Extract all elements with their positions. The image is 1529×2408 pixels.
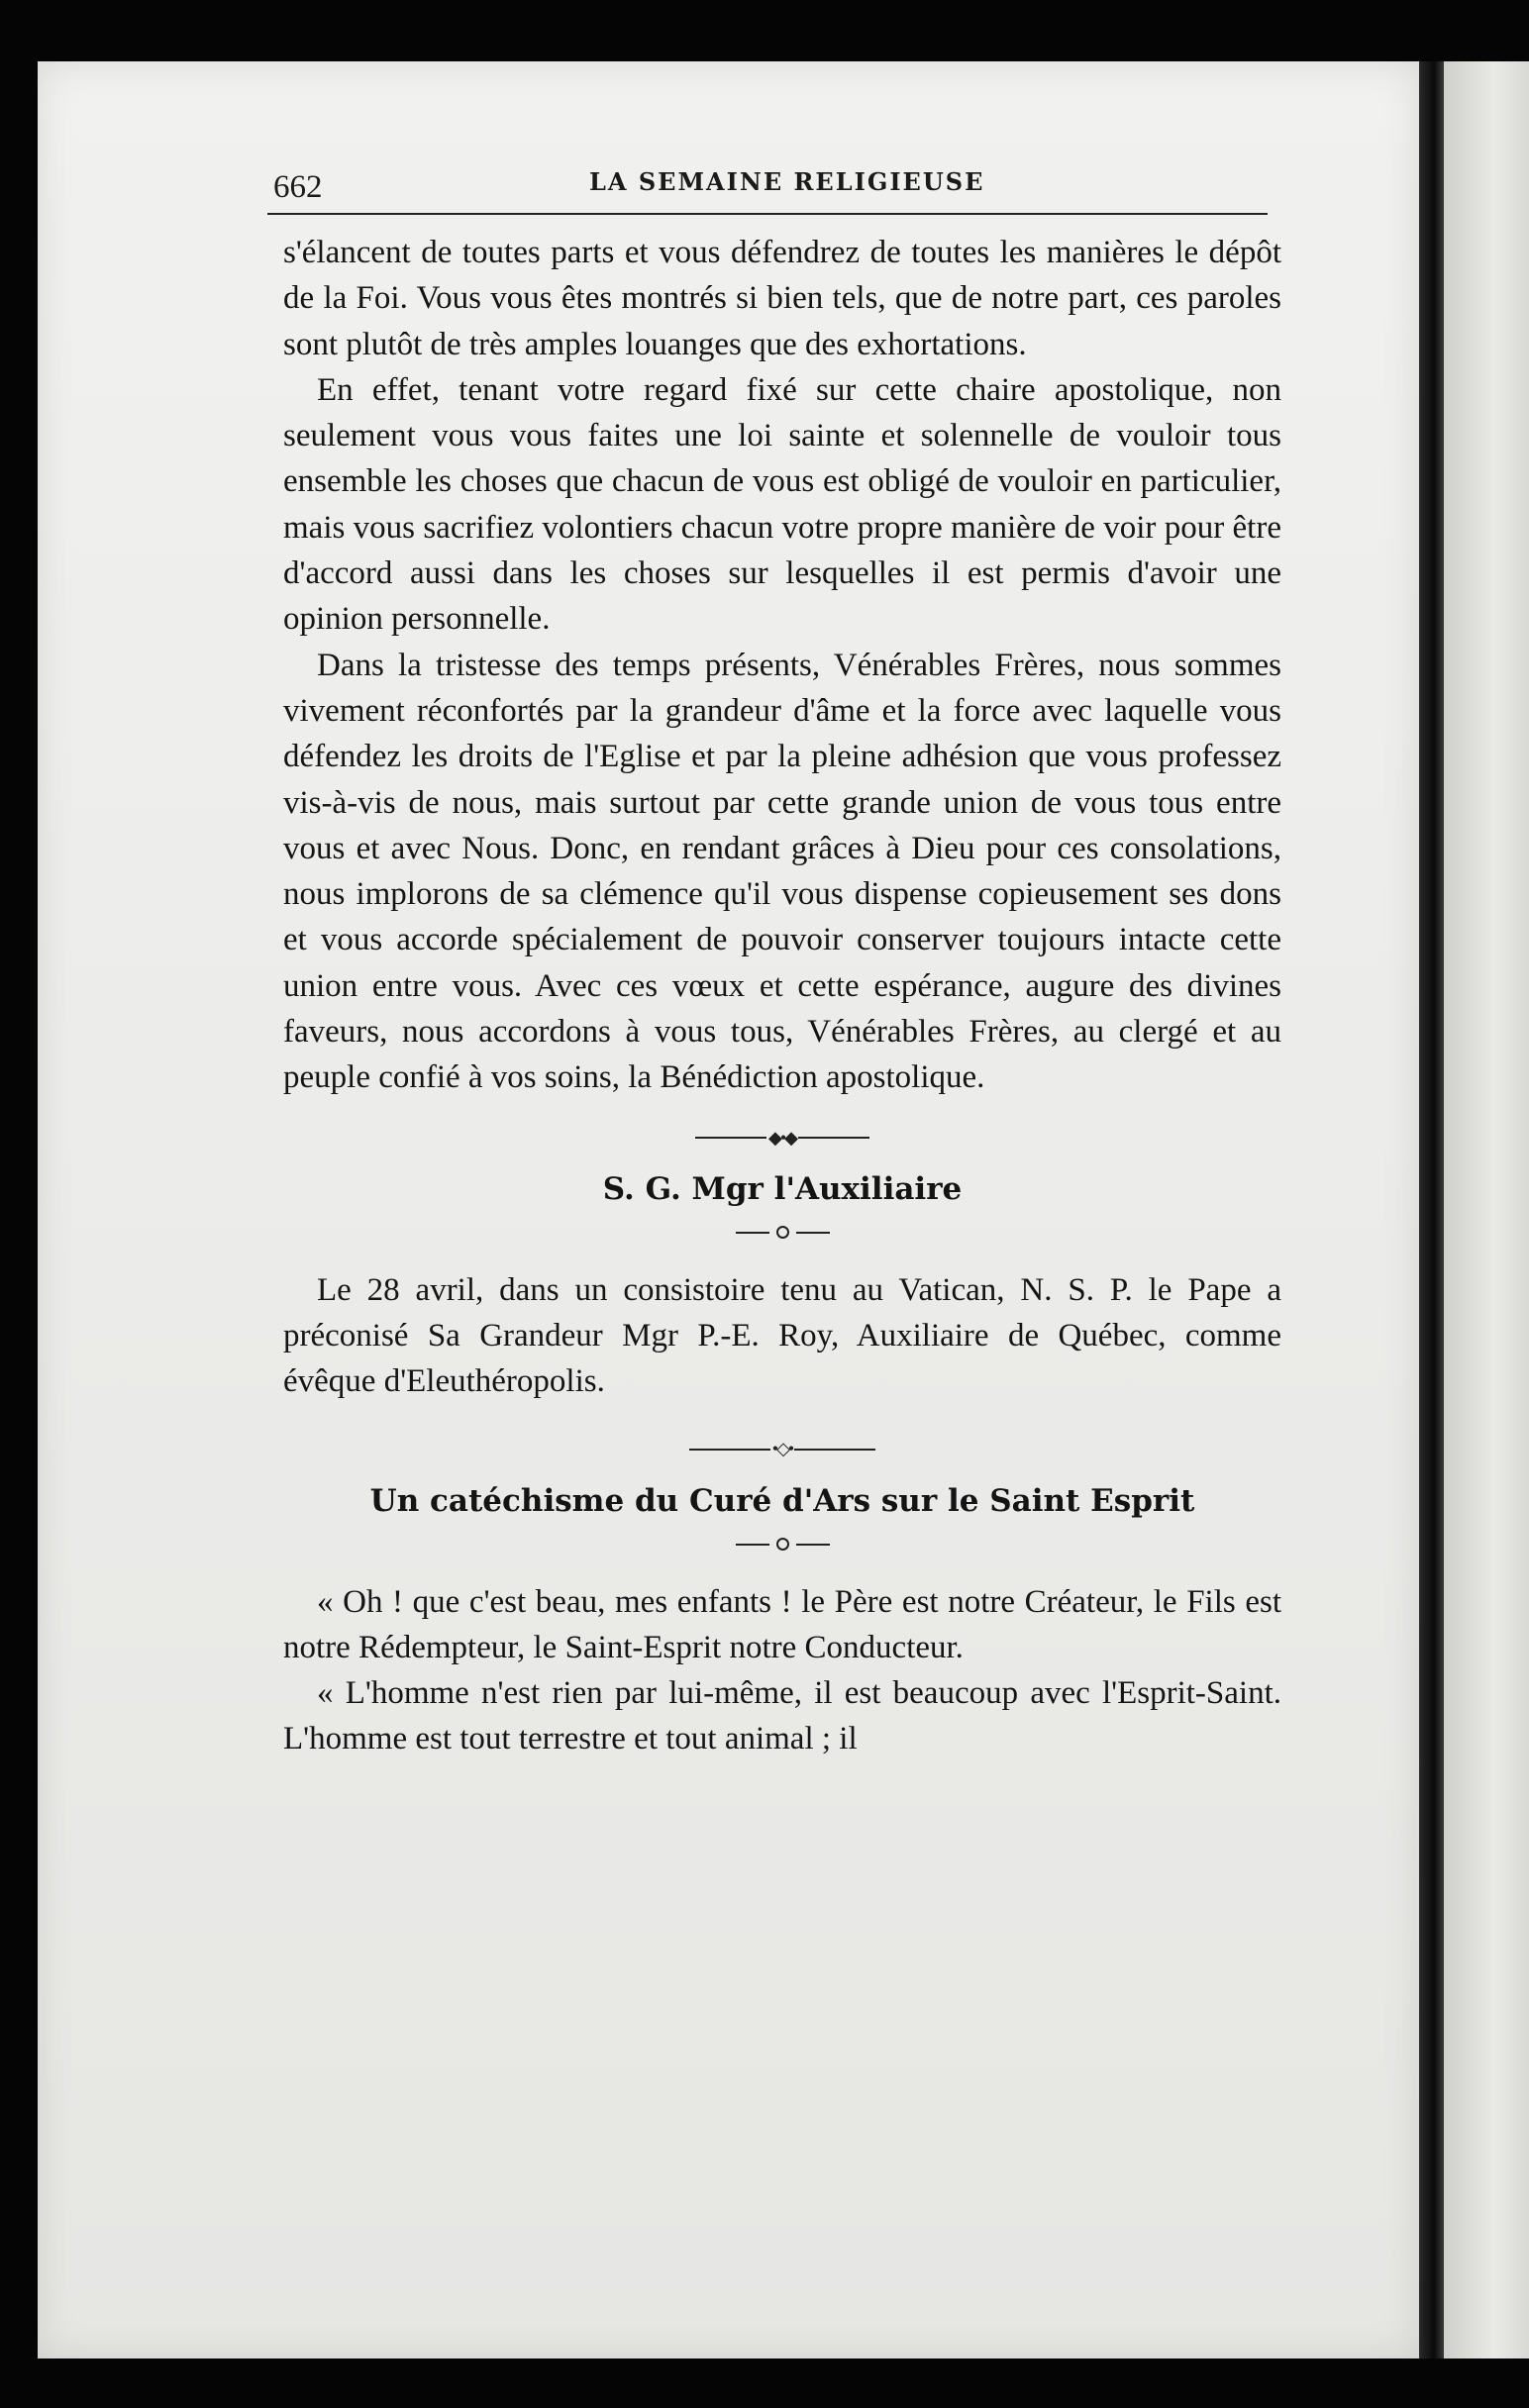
section-divider-ornament: ◆•◆ (283, 1115, 1281, 1160)
paragraph: « L'homme n'est rien par lui-même, il est beaucoup avec l'Esprit-Saint. L'homme est tout terrestre et tout animal ; il (283, 1675, 1281, 1757)
paragraph: Dans la tristesse des temps présents, Vénérables Frères, nous sommes vivement réconfortés par la grandeur d'âme et la force avec laquelle vous défendez les droits de l'Eglise et par la pleine adhésion que vous professez vis-à-vis de nous, mais surtout par cette grande union de vous tous entre vous et avec Nous. Donc, en rendant grâces à Dieu pour ces consolations, nous implorons de sa clémence qu'il vous dispense copieusement ses dons et vous accorde spécialement de pouvoir conserver toujours intacte cette union entre vous. Avec ces vœux et cette espérance, augure des divines faveurs, nous accordons à vous tous, Vénérables Frères, au clergé et au peuple confié à vos soins, la Bénédiction apostolique. (283, 647, 1281, 1096)
book-gutter (1419, 61, 1444, 2358)
heading-rule (283, 1212, 1281, 1254)
heading-rule (283, 1524, 1281, 1565)
section-heading: S. G. Mgr l'Auxiliaire (602, 1170, 963, 1207)
paragraph: s'élancent de toutes parts et vous défendrez de toutes les manières le dépôt de la Foi. Vous vous êtes montrés si bien tels, que de notre part, ces paroles sont plutôt de très amples louanges que des exhortations. (283, 235, 1281, 362)
paragraph: « Oh ! que c'est beau, mes enfants ! le Père est notre Créateur, le Fils est notre Rédempteur, le Saint-Esprit notre Conducteur. (283, 1583, 1281, 1665)
page-header (267, 163, 1268, 215)
page-body (283, 230, 1281, 1762)
section-divider-ornament: •◇• (283, 1427, 1281, 1472)
page-number: 662 (273, 169, 323, 205)
section-heading: Un catéchisme du Curé d'Ars sur le Saint Esprit (369, 1482, 1195, 1519)
running-head: LA SEMAINE RELIGIEUSE (589, 167, 985, 196)
paragraph: Le 28 avril, dans un consistoire tenu au Vatican, N. S. P. le Pape a préconisé Sa Grandeur Mgr P.-E. Roy, Auxiliaire de Québec, comme évêque d'Eleuthéropolis. (283, 1271, 1281, 1400)
paragraph: En effet, tenant votre regard fixé sur cette chaire apostolique, non seulement vous vous faites une loi sainte et solennelle de vouloir tous ensemble les choses que chacun de vous est obligé de vouloir en particulier, mais vous sacrifiez volontiers chacun votre propre manière de voir pour être d'accord aussi dans les choses sur lesquelles il est permis d'avoir une opinion personnelle. (283, 371, 1281, 638)
facing-page-edge (1444, 61, 1529, 2358)
